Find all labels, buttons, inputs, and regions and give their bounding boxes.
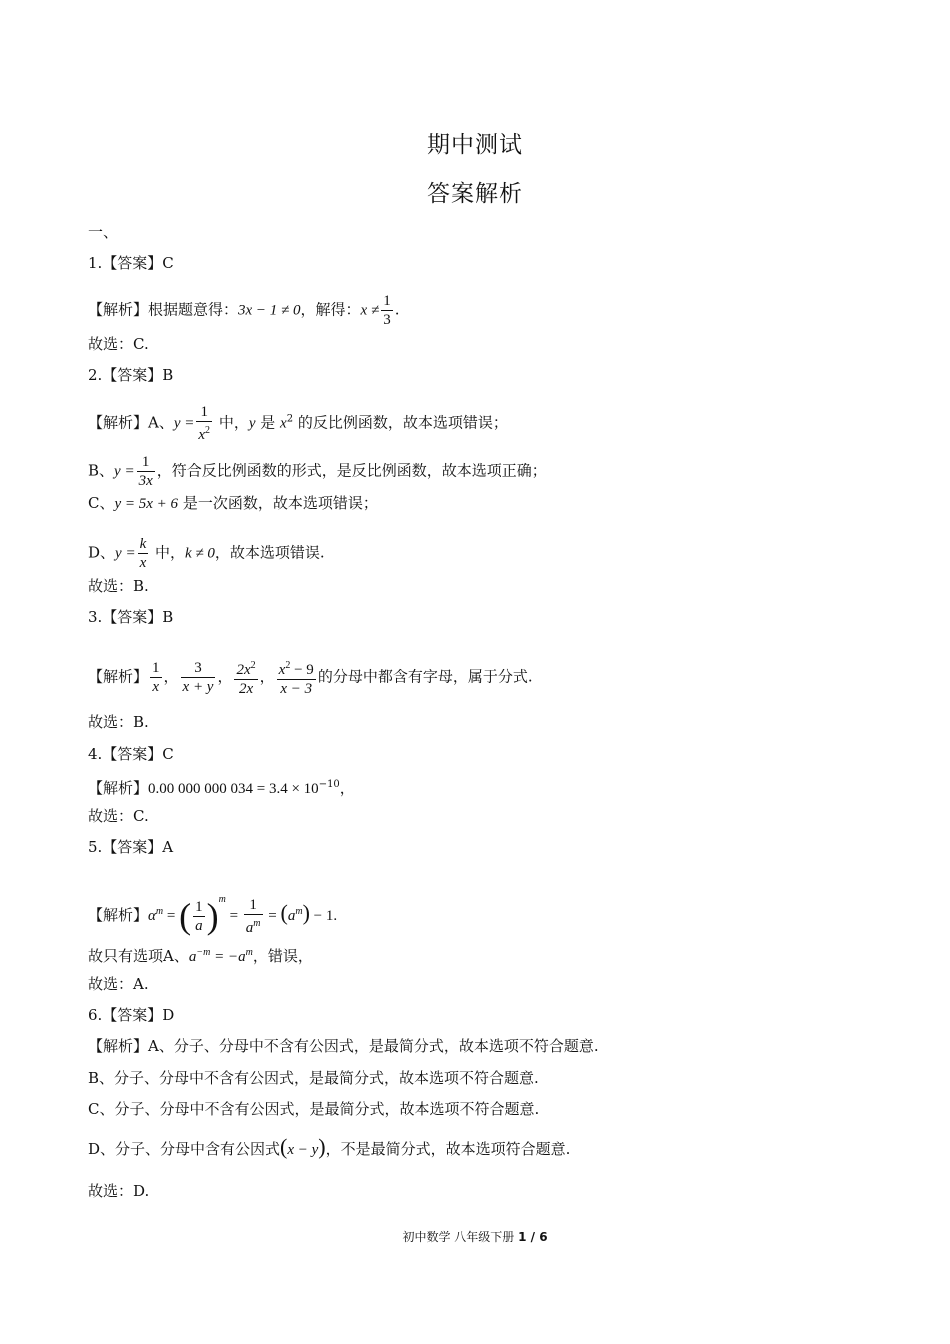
q2-a-prefix: 【解析】A、: [88, 413, 174, 432]
q4-end: ，: [339, 779, 355, 797]
q5-inner-base: a: [287, 908, 296, 924]
right-paren: ): [302, 900, 310, 925]
q3-answer: 3.【答案】B: [88, 608, 174, 626]
fraction-numerator: 1: [200, 404, 208, 420]
q1-conclusion: 故选：C.: [88, 335, 149, 353]
q2-d-equation: k ≠ 0: [185, 545, 215, 562]
q1-end: .: [394, 300, 400, 319]
q1-equation-2: x ≠: [360, 302, 380, 319]
q6-option-a: 【解析】A、分子、分母中不含有公因式，是最简分式，故本选项不符合题意.: [88, 1037, 599, 1055]
fraction-denominator: [244, 914, 263, 937]
q2-d-mid: 中，: [150, 543, 186, 562]
q2-a-is: 是: [255, 413, 281, 432]
q2-c-prefix: C、: [88, 494, 115, 512]
right-paren: ): [318, 1134, 326, 1159]
page-subtitle: 答案解析: [427, 181, 523, 207]
numerator-base: x: [278, 662, 286, 678]
numerator-exponent: 2: [285, 660, 291, 671]
q3-fraction-4: [277, 657, 316, 698]
q2-b-rest: ，符合反比例函数的形式，是反比例函数，故本选项正确；: [156, 461, 547, 480]
q1-equation-1: 3x − 1 ≠ 0: [238, 302, 301, 319]
footer-text: 初中数学 八年级下册: [402, 1230, 519, 1244]
right-paren: ): [206, 896, 219, 936]
q2-c-rest: 是一次函数，故本选项错误；: [178, 494, 378, 512]
q2-d-prefix: D、: [88, 543, 116, 562]
q2-a-x: x: [280, 415, 287, 432]
equals-sign: =: [163, 908, 180, 924]
q5-reciprocal-fraction: [244, 896, 263, 937]
separator: ，: [217, 667, 233, 686]
section-label: 一、: [88, 223, 119, 241]
fraction-numerator: 1: [249, 896, 257, 913]
q3-prefix: 【解析】: [88, 667, 149, 686]
q5-inner-exponent: m: [295, 906, 303, 917]
left-paren: (: [280, 900, 288, 925]
q3-fraction-1: [150, 659, 162, 696]
fraction-denominator: 3: [383, 312, 391, 328]
separator: ，: [259, 667, 275, 686]
fraction-numerator: [234, 657, 257, 679]
q5-line2-exponent-2: m: [245, 947, 253, 958]
q5-line2-base: a: [188, 949, 197, 965]
q5-prefix: 【解析】: [88, 906, 149, 924]
q2-option-c: [88, 493, 378, 514]
denominator-base: x: [198, 427, 206, 443]
q6-answer: 6.【答案】D: [88, 1006, 175, 1024]
q3-conclusion: 故选：B.: [88, 713, 149, 731]
q5-line-2: [88, 943, 313, 967]
fraction-denominator: 2x: [234, 679, 257, 698]
denominator-base: a: [245, 919, 254, 936]
page-separator: /: [526, 1230, 540, 1244]
q1-analysis-prefix: 【解析】根据题意得：: [88, 300, 239, 319]
numerator-exponent: 2: [250, 660, 256, 671]
q2-option-b: [88, 453, 547, 490]
fraction-denominator: x + y: [182, 679, 214, 695]
denominator-exponent: m: [253, 917, 261, 929]
q6-d-expression: x − y: [287, 1142, 319, 1158]
fraction-denominator: x − 3: [277, 679, 316, 698]
q2-a-rest: 的反比例函数，故本选项错误；: [293, 413, 508, 432]
fraction-numerator: 1: [141, 454, 150, 470]
q1-analysis: [88, 292, 399, 329]
q2-a-y: y: [248, 415, 256, 432]
equals-sign: =: [225, 908, 242, 924]
fraction-numerator: 1: [152, 660, 160, 676]
equals-sign: =: [264, 908, 281, 924]
q1-answer: 1.【答案】C: [88, 254, 174, 272]
q4-equation: 0.00 000 000 034 = 3.4 × 10: [148, 781, 319, 797]
q2-option-d: [88, 535, 325, 572]
page-total: 6: [539, 1230, 548, 1244]
fraction-denominator: [196, 421, 212, 444]
q2-b-fraction: [137, 453, 155, 490]
q5-line2-exponent-1: −m: [196, 947, 211, 958]
q5-paren-fraction: [193, 898, 205, 935]
q6-option-c: C、分子、分母中不含有公因式，是最简分式，故本选项不符合题意.: [88, 1100, 540, 1118]
q3-rest: 的分母中都含有字母，属于分式.: [317, 667, 533, 686]
page-footer: [0, 1228, 950, 1245]
page-number: 1: [518, 1230, 527, 1244]
q2-answer: 2.【答案】B: [88, 366, 174, 384]
q2-d-fraction: [138, 535, 149, 572]
separator: ，: [163, 667, 179, 686]
q2-d-eq-left: y =: [115, 545, 136, 562]
q5-conclusion: 故选：A.: [88, 975, 149, 993]
q5-line2-mid: = −a: [210, 949, 246, 965]
q4-conclusion: 故选：C.: [88, 807, 149, 825]
fraction-numerator: 3: [194, 660, 202, 676]
q2-a-mid: 中，: [214, 413, 249, 432]
q2-a-x-exponent: 2: [286, 413, 294, 425]
numerator-base: 2x: [236, 662, 251, 678]
q4-answer: 4.【答案】C: [88, 745, 174, 763]
q2-b-prefix: B、: [88, 461, 115, 480]
q2-option-a: [88, 403, 508, 444]
q5-alpha-exponent: m: [155, 906, 164, 917]
q2-c-equation: y = 5x + 6: [114, 496, 179, 512]
q5-alpha: α: [148, 908, 156, 924]
q5-tail: − 1.: [309, 908, 338, 924]
q1-fraction: [381, 292, 393, 329]
q3-fraction-2: [181, 659, 216, 696]
q5-line2-rest: ，错误，: [252, 947, 313, 965]
q5-paren-exponent: m: [218, 894, 226, 905]
page-title: 期中测试: [427, 132, 523, 158]
q2-b-eq-left: y =: [114, 463, 135, 480]
q1-mid: ，解得：: [300, 300, 361, 319]
q2-a-eq-left: y =: [173, 415, 195, 432]
q6-option-d: [88, 1134, 571, 1160]
q2-a-fraction: [196, 403, 212, 444]
fraction-numerator: k: [139, 536, 147, 552]
fraction-denominator: x: [150, 677, 162, 696]
q4-exponent: −10: [318, 779, 340, 790]
left-paren: (: [179, 896, 192, 936]
fraction-denominator: x: [139, 555, 147, 571]
q6-d-prefix: D、分子、分母中含有公因式: [88, 1140, 281, 1158]
fraction-denominator: 3x: [138, 473, 153, 489]
q2-d-rest: ，故本选项错误.: [214, 543, 325, 562]
q6-d-rest: ，不是最简分式，故本选项符合题意.: [325, 1140, 571, 1158]
q3-fraction-3: [234, 657, 257, 698]
left-paren: (: [280, 1134, 288, 1159]
fraction-numerator: [277, 657, 316, 679]
q6-conclusion: 故选：D.: [88, 1182, 150, 1200]
q2-conclusion: 故选：B.: [88, 577, 149, 595]
q5-answer: 5.【答案】A: [88, 838, 174, 856]
q3-analysis: [88, 657, 533, 698]
q4-prefix: 【解析】: [88, 779, 149, 797]
q5-line2-prefix: 故只有选项A、: [88, 947, 189, 965]
fraction-numerator: 1: [383, 293, 391, 309]
fraction-denominator: a: [195, 917, 203, 934]
q4-analysis: [88, 775, 355, 799]
fraction-numerator: 1: [195, 898, 203, 915]
denominator-exponent: 2: [205, 425, 211, 436]
numerator-rest: − 9: [290, 662, 314, 678]
q6-option-b: B、分子、分母中不含有公因式，是最简分式，故本选项不符合题意.: [88, 1069, 539, 1087]
q5-analysis: [88, 890, 337, 937]
